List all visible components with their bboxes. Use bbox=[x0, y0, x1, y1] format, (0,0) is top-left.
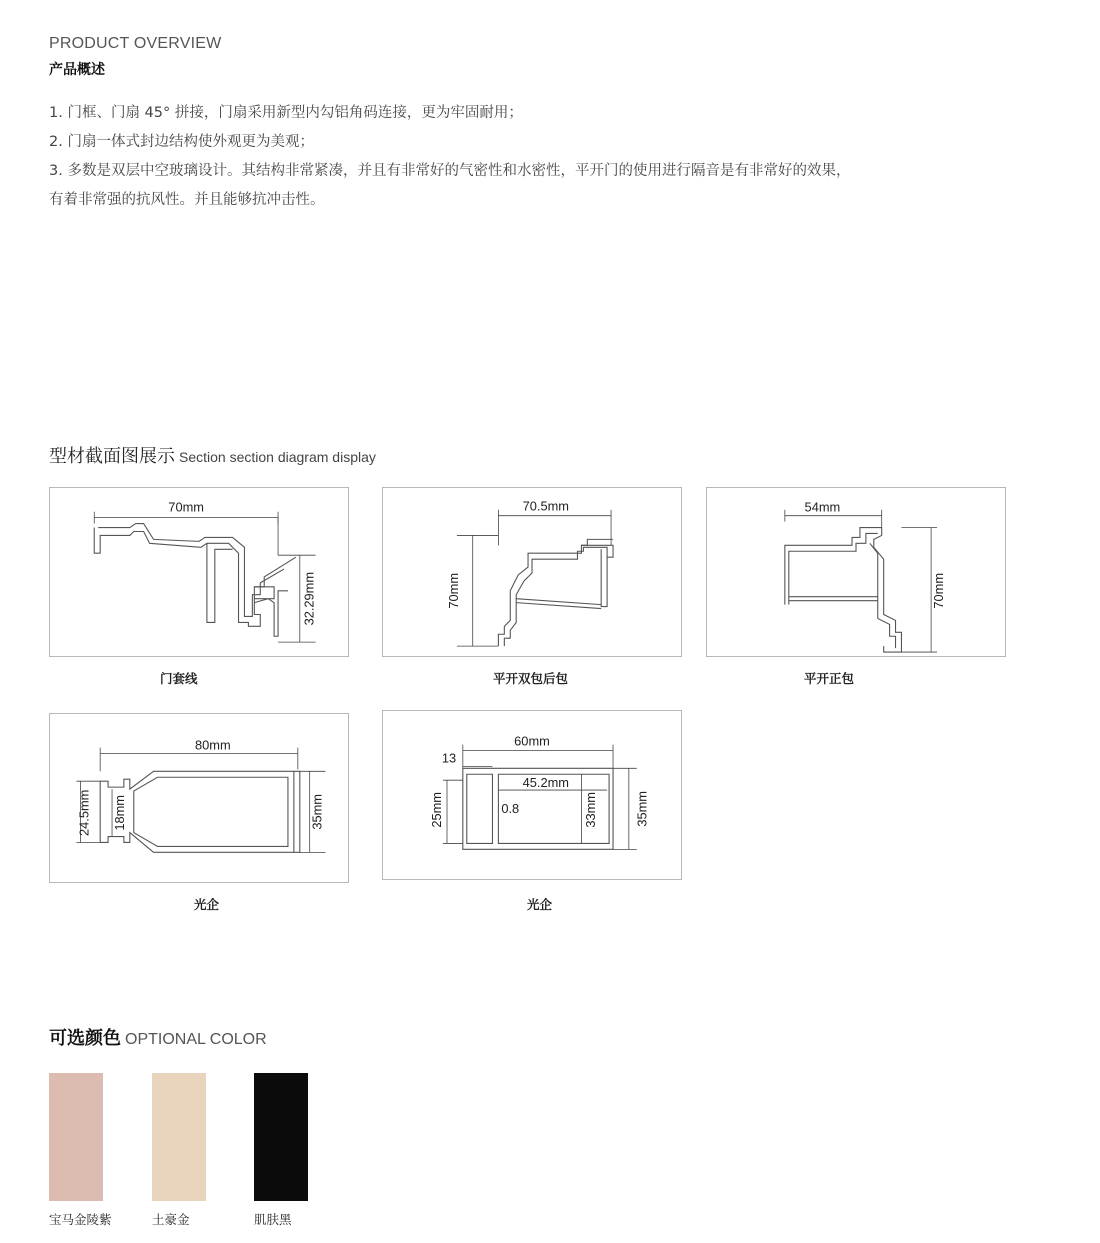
dim-label: 13 bbox=[441, 750, 457, 766]
diagram-caption: 平开正包 bbox=[804, 671, 855, 686]
section-title-cn: 型材截面图展示 bbox=[49, 446, 175, 467]
color-swatch-label: 土豪金 bbox=[152, 1212, 190, 1227]
diagram-light-profile-1 bbox=[49, 713, 349, 883]
color-swatch-rose-gold[interactable] bbox=[49, 1073, 103, 1201]
diagram-caption: 光企 bbox=[527, 897, 553, 912]
overview-title-en: PRODUCT OVERVIEW bbox=[49, 35, 222, 52]
dim-label: 18mm bbox=[111, 794, 127, 831]
dim-label: 80mm bbox=[195, 737, 231, 753]
dim-label: 0.8 bbox=[501, 800, 520, 816]
overview-line-4: 有着非常强的抗风性。并且能够抗冲击性。 bbox=[49, 192, 325, 208]
overview-line-3: 3. 多数是双层中空玻璃设计。其结构非常紧凑，并且有非常好的气密性和水密性，平开门的使用进行隔音是有非常好的效果， bbox=[49, 163, 851, 179]
color-swatch-black[interactable] bbox=[254, 1073, 308, 1201]
diagram-caption: 平开双包后包 bbox=[493, 671, 569, 686]
front-wrap-profile-drawing bbox=[707, 488, 1005, 656]
color-title-cn: 可选颜色 bbox=[49, 1028, 121, 1049]
dim-label: 60mm bbox=[514, 733, 550, 749]
dim-label: 33mm bbox=[583, 791, 599, 828]
dim-label: 35mm bbox=[309, 794, 325, 830]
dim-label: 70mm bbox=[930, 572, 946, 609]
overview-title-cn: 产品概述 bbox=[49, 62, 105, 78]
diagram-front-wrap bbox=[706, 487, 1006, 657]
diagram-caption: 光企 bbox=[194, 897, 220, 912]
dim-label: 54mm bbox=[804, 499, 841, 515]
light-profile-1-drawing bbox=[50, 714, 348, 882]
color-swatch-label: 宝马金陵紫 bbox=[49, 1212, 112, 1227]
diagram-light-profile-2 bbox=[382, 710, 682, 880]
color-swatch-label: 肌肤黑 bbox=[254, 1212, 292, 1227]
dim-label: 35mm bbox=[634, 791, 650, 827]
dim-label: 32.29mm bbox=[301, 571, 317, 626]
color-swatch-champagne-gold[interactable] bbox=[152, 1073, 206, 1201]
diagram-caption: 门套线 bbox=[160, 671, 198, 686]
dim-label: 70mm bbox=[168, 499, 204, 515]
color-title-en: OPTIONAL COLOR bbox=[125, 1031, 267, 1048]
dim-label: 70.5mm bbox=[522, 498, 570, 514]
dim-label: 45.2mm bbox=[522, 775, 570, 791]
overview-line-2: 2. 门扇一体式封边结构使外观更为美观； bbox=[49, 134, 314, 150]
section-title-en: Section section diagram display bbox=[179, 449, 376, 465]
color-section-title bbox=[49, 1024, 267, 1050]
overview-paragraph bbox=[49, 99, 1049, 215]
diagram-door-casing bbox=[49, 487, 349, 657]
door-casing-profile-drawing bbox=[50, 488, 348, 656]
light-profile-2-drawing bbox=[383, 711, 681, 879]
diagram-double-wrap-rear bbox=[382, 487, 682, 657]
dim-label: 24.5mm bbox=[76, 789, 92, 836]
dim-label: 70mm bbox=[445, 572, 461, 609]
double-wrap-rear-profile-drawing bbox=[383, 488, 681, 656]
overview-line-1: 1. 门框、门扇 45° 拼接，门扇采用新型内勾铝角码连接，更为牢固耐用； bbox=[49, 105, 523, 121]
dim-label: 25mm bbox=[429, 791, 445, 828]
section-title bbox=[49, 442, 376, 468]
